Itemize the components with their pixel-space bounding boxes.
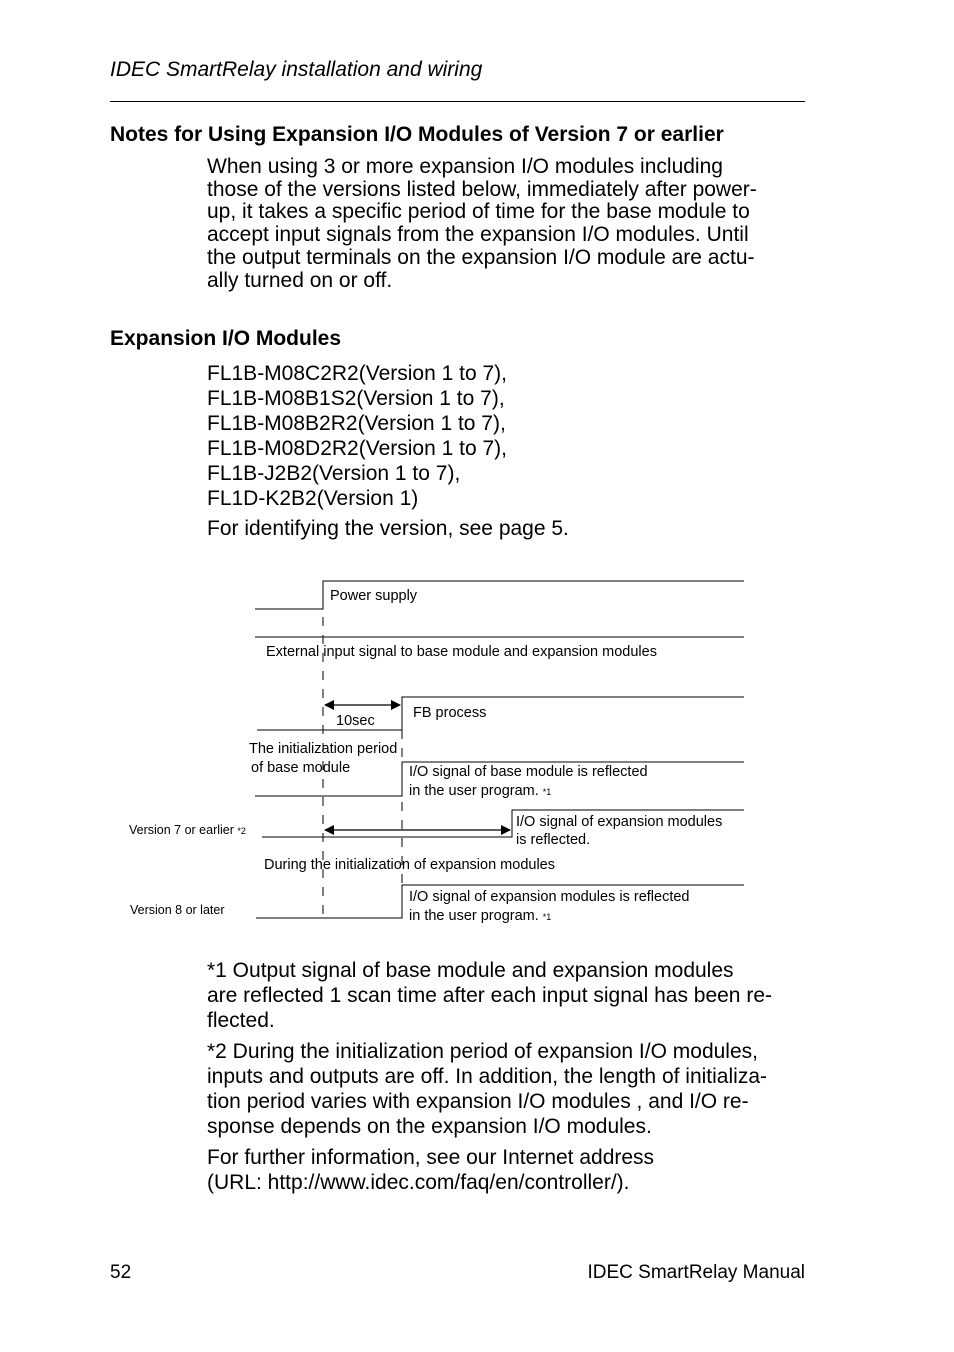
expansion-reflected-label-1: I/O signal of expansion modules	[516, 814, 723, 830]
page-number: 52	[110, 1262, 132, 1283]
manual-name: IDEC SmartRelay Manual	[587, 1262, 805, 1283]
module-item: FL1B-M08C2R2(Version 1 to 7),	[207, 362, 507, 385]
running-header: IDEC SmartRelay installation and wiring	[110, 58, 483, 81]
during-init-label: During the initialization of expansion modules	[264, 857, 555, 873]
fb-process-label: FB process	[413, 705, 487, 721]
identify-version-text: For identifying the version, see page 5.	[207, 517, 569, 540]
paragraph-line: those of the versions listed below, immediately after power-	[207, 177, 757, 201]
external-input-label: External input signal to base module and expansion modules	[266, 644, 657, 660]
paragraph-line: up, it takes a specific period of time for the base module to	[207, 200, 750, 224]
paragraph-line: When using 3 or more expansion I/O modules including	[207, 155, 723, 178]
footnote-2-line: tion period varies with expansion I/O modules , and I/O re-	[207, 1090, 749, 1113]
base-reflected-text: in the user program.	[409, 783, 539, 799]
paragraph-line: ally turned on or off.	[207, 268, 393, 292]
footnote-2-line: inputs and outputs are off. In addition, the length of initializa-	[207, 1065, 767, 1088]
module-item: FL1D-K2B2(Version 1)	[207, 487, 419, 510]
v8-reflected-label-2	[409, 907, 551, 927]
init-period-label-1: The initialization period	[249, 741, 398, 757]
note-ref-1-v8: *1	[542, 912, 552, 922]
footnote-2-line: sponse depends on the expansion I/O modules.	[207, 1115, 652, 1138]
init-period-label-2: of base module	[251, 760, 351, 776]
footnote-1-line: are reflected 1 scan time after each input signal has been re-	[207, 984, 772, 1007]
footnote-1-line: *1 Output signal of base module and expansion modules	[207, 959, 734, 982]
footnote-1-line: flected.	[207, 1009, 275, 1032]
module-item: FL1B-M08B1S2(Version 1 to 7),	[207, 387, 505, 410]
v8-reflected-label-1: I/O signal of expansion modules is reflected	[409, 889, 690, 905]
version7-text: Version 7 or earlier	[129, 823, 234, 837]
ten-sec-label: 10sec	[336, 713, 375, 729]
base-reflected-label-1: I/O signal of base module is reflected	[409, 764, 648, 780]
expansion-reflected-label-2: is reflected.	[516, 832, 591, 848]
version7-label	[129, 821, 246, 841]
section-heading-notes: Notes for Using Expansion I/O Modules of Version 7 or earlier	[110, 123, 724, 146]
power-supply-label: Power supply	[330, 588, 418, 604]
module-item: FL1B-M08B2R2(Version 1 to 7),	[207, 412, 506, 435]
note-ref-1: *1	[542, 787, 552, 797]
base-reflected-label-2	[409, 782, 551, 802]
paragraph-line: the output terminals on the expansion I/O module are actu-	[207, 245, 755, 269]
section-heading-expansion: Expansion I/O Modules	[110, 327, 342, 350]
footnotes	[207, 958, 807, 1195]
further-info-line: (URL: http://www.idec.com/faq/en/controller/).	[207, 1171, 630, 1194]
fb-process-waveform	[257, 697, 744, 730]
note-ref-2: *2	[237, 826, 246, 836]
module-item: FL1B-M08D2R2(Version 1 to 7),	[207, 437, 507, 460]
v8-reflected-text: in the user program.	[409, 908, 539, 924]
version8-label: Version 8 or later	[130, 903, 225, 917]
power-supply-waveform	[255, 581, 744, 609]
further-info-line: For further information, see our Internet address	[207, 1146, 655, 1169]
footnote-2-line: *2 During the initialization period of expansion I/O modules,	[207, 1040, 758, 1063]
module-item: FL1B-J2B2(Version 1 to 7),	[207, 462, 461, 485]
paragraph-line: accept input signals from the expansion I/O modules. Until	[207, 223, 749, 247]
